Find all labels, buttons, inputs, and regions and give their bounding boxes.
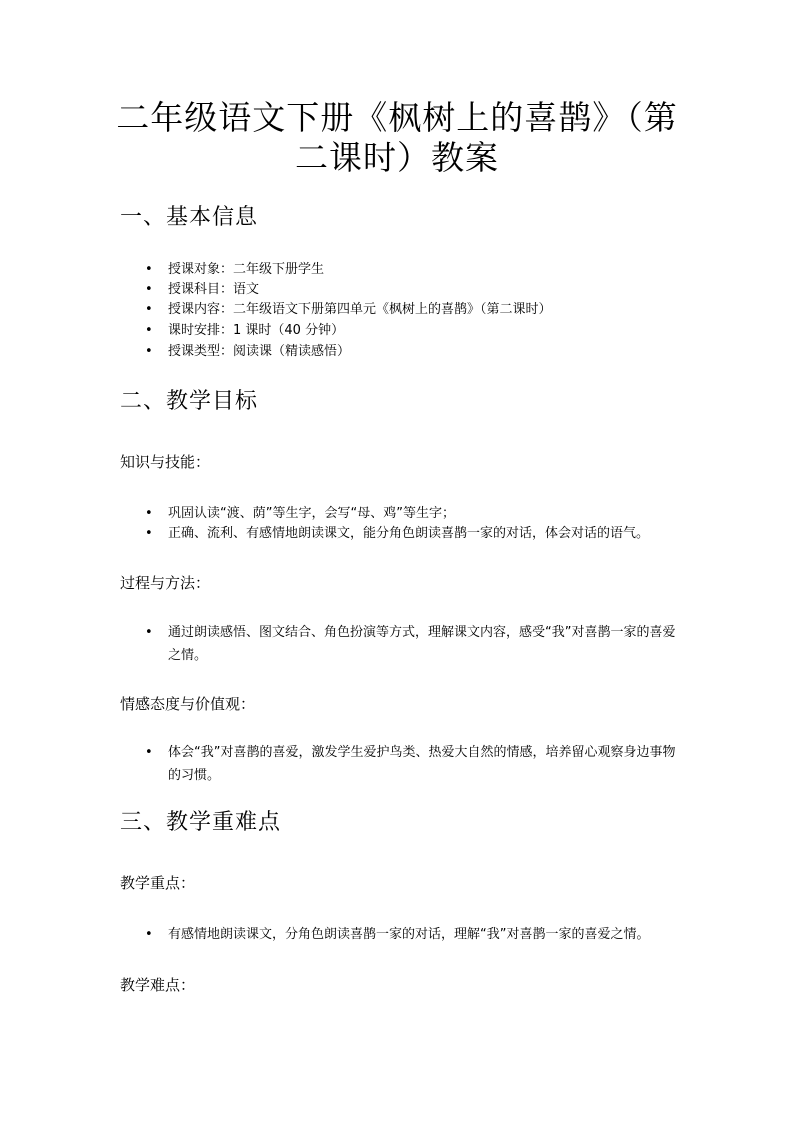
bullet-icon: • (145, 282, 153, 297)
subsection-heading-emotion-values: 情感态度与价值观： (120, 695, 256, 713)
bullet-icon: • (145, 262, 153, 277)
section-heading-basic-info: 一、基本信息 (120, 205, 259, 230)
subsection-heading-difficult-points: 教学难点： (120, 976, 196, 994)
document-title-line-1: 二年级语文下册《枫树上的喜鹊》（第 (116, 98, 678, 137)
list-item-text: 课时安排：1 课时（40 分钟） (168, 323, 345, 338)
list-item-text: 授课对象：二年级下册学生 (168, 262, 325, 277)
subsection-heading-key-points: 教学重点： (120, 874, 196, 892)
list-item-text: 有感情地朗读课文，分角色朗读喜鹊一家的对话，理解“我”对喜鹊一家的喜爱之情。 (168, 927, 650, 942)
bullet-icon: • (145, 745, 153, 760)
document-title-line-2: 二课时）教案 (295, 138, 499, 177)
list-item-text: 授课类型：阅读课（精读感悟） (168, 344, 351, 359)
list-item-text: 体会“我”对喜鹊的喜爱，激发学生爱护鸟类、热爱大自然的情感，培养留心观察身边事物的习惯。 (168, 745, 676, 783)
list-item (145, 342, 688, 362)
list-item-text: 巩固认读“渡、荫”等生字，会写“母、鸡”等生字； (168, 506, 455, 521)
bullet-icon: • (145, 927, 153, 942)
list-item-text: 授课科目：语文 (168, 282, 260, 297)
bullet-icon: • (145, 526, 153, 541)
bullet-icon: • (145, 302, 153, 317)
list-item (145, 260, 688, 280)
section-heading-key-difficult-points: 三、教学重难点 (120, 810, 282, 835)
list-item-text: 通过朗读感悟、图文结合、角色扮演等方式，理解课文内容，感受“我”对喜鹊一家的喜爱之情。 (168, 625, 676, 663)
bullet-icon: • (145, 323, 153, 338)
list-item-text: 正确、流利、有感情地朗读课文，能分角色朗读喜鹊一家的对话，体会对话的语气。 (168, 526, 650, 541)
subsection-heading-knowledge-skills: 知识与技能： (120, 453, 211, 471)
list-item (145, 300, 688, 320)
list-item (145, 504, 688, 524)
list-item (145, 280, 688, 300)
list-item (145, 925, 688, 945)
list-item (145, 524, 688, 544)
bullet-icon: • (145, 506, 153, 521)
bullet-icon: • (145, 344, 153, 359)
subsection-heading-process-method: 过程与方法： (120, 574, 211, 592)
list-item-text: 授课内容：二年级语文下册第四单元《枫树上的喜鹊》（第二课时） (168, 302, 552, 317)
list-item (145, 741, 688, 787)
bullet-icon: • (145, 625, 153, 640)
list-item (145, 621, 688, 667)
list-item (145, 321, 688, 341)
section-heading-objectives: 二、教学目标 (120, 389, 259, 414)
